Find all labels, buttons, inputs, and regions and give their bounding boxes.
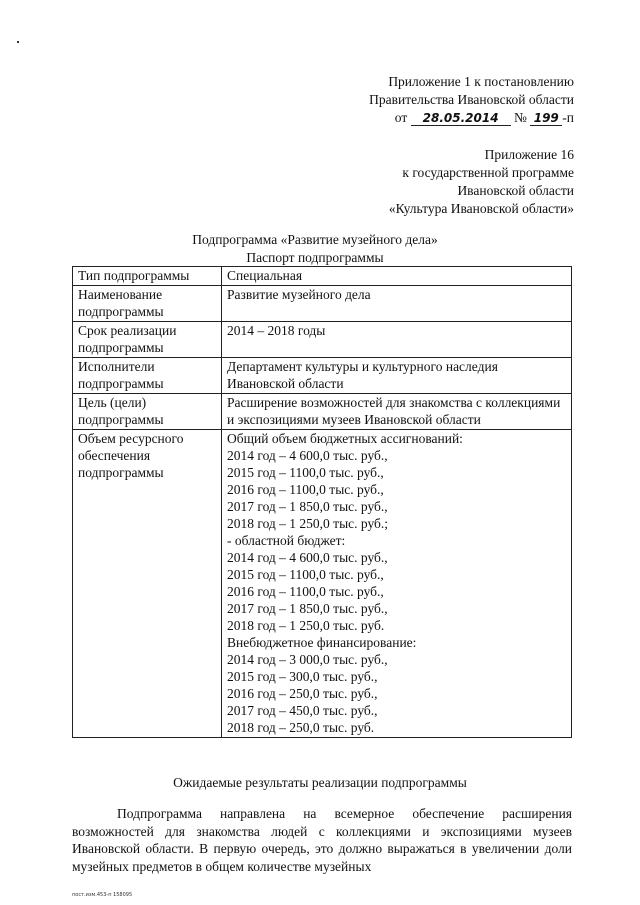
funding-line: 2016 год – 1100,0 тыс. руб., [227, 584, 384, 599]
appendix-16-line-2: к государственной программе [402, 165, 574, 180]
results-title: Ожидаемые результаты реализации подпрограммы [173, 775, 467, 790]
funding-line: 2017 год – 450,0 тыс. руб., [227, 703, 378, 718]
footer-code: пост.изм.453-п 158095 [72, 892, 133, 898]
body-paragraph: Подпрограмма направлена на всемерное обеспечение расширения возможностей для знакомства людей с коллекциями и экспозициями музеев Ивановской области. В первую очередь, это должно выражаться в увеличении доли музейных предметов в общем количестве музейных [72, 806, 572, 874]
row-key: Цель (цели) подпрограммы [73, 394, 222, 430]
row-value: Развитие музейного дела [222, 286, 572, 322]
row-value: Департамент культуры и культурного наследия Ивановской области [222, 358, 572, 394]
funding-line: 2018 год – 1 250,0 тыс. руб.; [227, 516, 389, 531]
funding-line: 2017 год – 1 850,0 тыс. руб., [227, 499, 388, 514]
row-value: 2014 – 2018 годы [222, 322, 572, 358]
funding-line: 2014 год – 4 600,0 тыс. руб., [227, 448, 388, 463]
appendix-16-line-3: Ивановской области [457, 183, 574, 198]
table-row [73, 358, 572, 394]
funding-line: Внебюджетное финансирование: [227, 635, 417, 650]
funding-line: 2014 год – 4 600,0 тыс. руб., [227, 550, 388, 565]
funding-line: 2016 год – 1100,0 тыс. руб., [227, 482, 384, 497]
funding-line: 2014 год – 3 000,0 тыс. руб., [227, 652, 388, 667]
funding-line: 2018 год – 1 250,0 тыс. руб. [227, 618, 385, 633]
funding-value [222, 430, 572, 738]
funding-line: 2016 год – 250,0 тыс. руб., [227, 686, 378, 701]
table-row [73, 394, 572, 430]
table-row [73, 286, 572, 322]
row-value: Расширение возможностей для знакомства с коллекциями и экспозициями музеев Ивановской области [222, 394, 572, 430]
row-key: Наименование подпрограммы [73, 286, 222, 322]
number-suffix: -п [562, 110, 574, 125]
table-row [73, 322, 572, 358]
table-row [73, 267, 572, 286]
funding-key-line: обеспечения [78, 448, 151, 463]
row-value: Специальная [222, 267, 572, 286]
handwritten-date: 28.05.2014 [411, 111, 511, 126]
row-key: Тип подпрограммы [73, 267, 222, 286]
funding-line: - областной бюджет: [227, 533, 346, 548]
handwritten-number: 199 [530, 111, 562, 126]
appendix-1-date-line [369, 109, 574, 127]
passport-title: Паспорт подпрограммы [246, 250, 384, 265]
row-key: Исполнители подпрограммы [73, 358, 222, 394]
appendix-16-header [389, 146, 574, 218]
funding-line: 2018 год – 250,0 тыс. руб. [227, 720, 375, 735]
funding-key [73, 430, 222, 738]
funding-line: 2015 год – 1100,0 тыс. руб., [227, 465, 384, 480]
funding-line: 2015 год – 1100,0 тыс. руб., [227, 567, 384, 582]
funding-line: 2017 год – 1 850,0 тыс. руб., [227, 601, 388, 616]
appendix-1-line-1: Приложение 1 к постановлению [388, 74, 574, 89]
funding-key-line: подпрограммы [78, 465, 164, 480]
subprogram-title: Подпрограмма «Развитие музейного дела» [192, 232, 438, 247]
appendix-16-line-4: «Культура Ивановской области» [388, 201, 574, 216]
scan-speck [17, 41, 19, 43]
row-key: Срок реализации подпрограммы [73, 322, 222, 358]
number-sign: № [514, 110, 527, 125]
appendix-16-line-1: Приложение 16 [484, 147, 574, 162]
passport-table [72, 266, 572, 738]
funding-line: Общий объем бюджетных ассигнований: [227, 431, 463, 446]
funding-key-line: Объем ресурсного [78, 431, 184, 446]
from-prefix: от [394, 110, 408, 125]
appendix-1-header [369, 73, 574, 127]
appendix-1-line-2: Правительства Ивановской области [369, 92, 574, 107]
funding-line: 2015 год – 300,0 тыс. руб., [227, 669, 378, 684]
table-row-funding [73, 430, 572, 738]
